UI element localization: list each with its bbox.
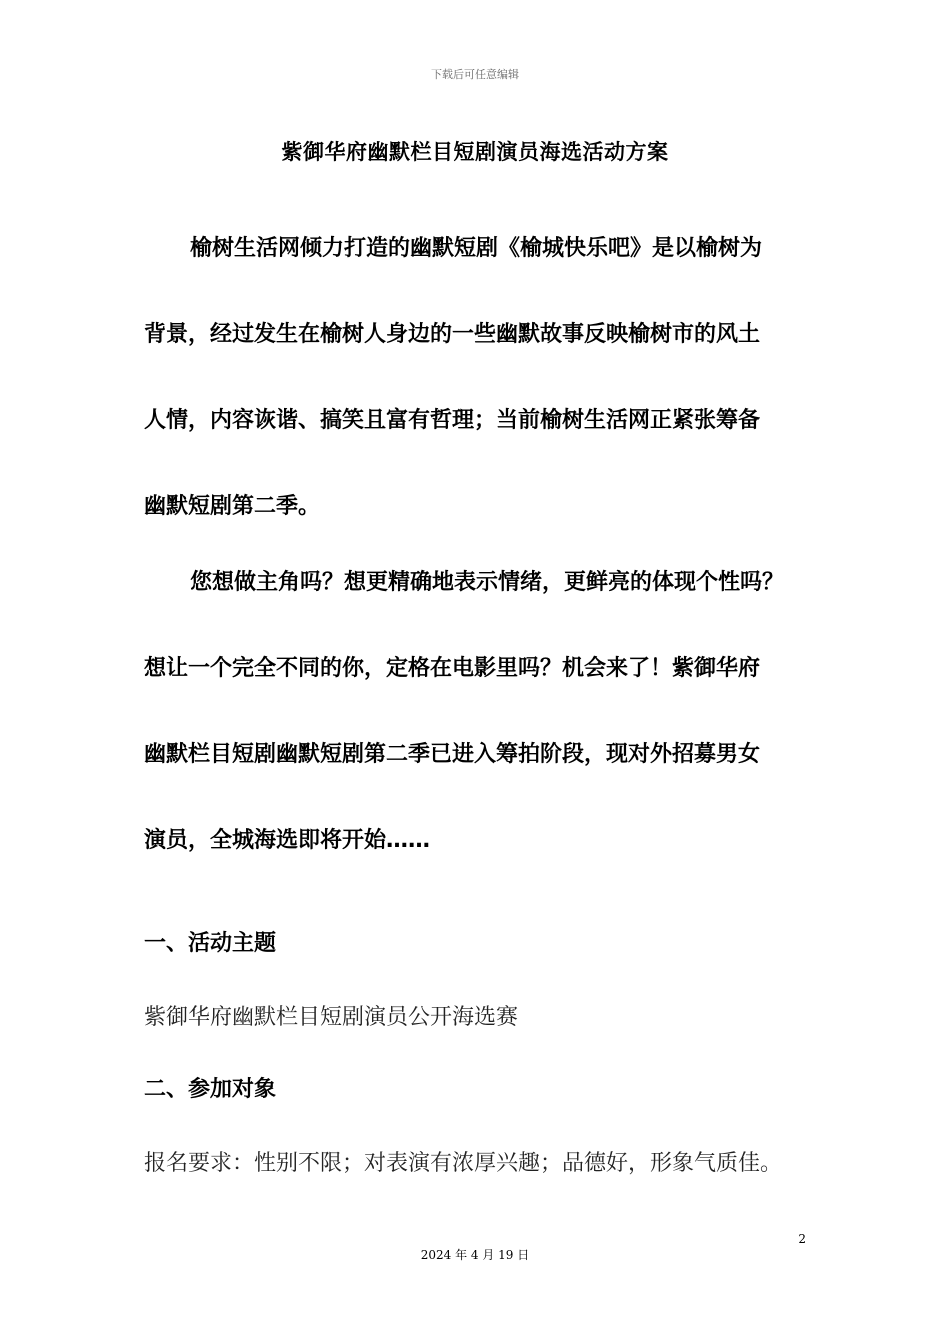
section-heading-participants: 二、参加对象 [144,1077,277,1102]
paragraph-line: 人情，内容诙谐、搞笑且富有哲理；当前榆树生活网正紧张筹备 [144,408,761,433]
paragraph-line: 幽默栏目短剧幽默短剧第二季已进入筹拍阶段，现对外招募男女 [144,742,761,767]
header-note: 下载后可任意编辑 [431,68,519,81]
paragraph-line: 幽默短剧第二季。 [144,494,321,519]
page-number: 2 [798,1232,806,1246]
section-heading-theme: 一、活动主题 [144,931,277,956]
section-text-theme: 紫御华府幽默栏目短剧演员公开海选赛 [144,1005,519,1030]
document-title: 紫御华府幽默栏目短剧演员海选活动方案 [281,140,669,164]
paragraph-line: 榆树生活网倾力打造的幽默短剧《榆城快乐吧》是以榆树为 [190,236,763,261]
footer-date: 2024 年 4 月 19 日 [420,1248,530,1262]
intro-paragraph-1 [144,206,824,550]
section-text-participants: 报名要求：性别不限；对表演有浓厚兴趣；品德好，形象气质佳。 [144,1151,783,1176]
paragraph-line: 演员，全城海选即将开始…… [144,828,431,853]
intro-paragraph-2 [144,540,824,884]
paragraph-line: 您想做主角吗？想更精确地表示情绪，更鲜亮的体现个性吗？ [190,570,785,595]
paragraph-line: 想让一个完全不同的你，定格在电影里吗？机会来了！紫御华府 [144,656,761,681]
paragraph-line: 背景，经过发生在榆树人身边的一些幽默故事反映榆树市的风土 [144,322,761,347]
